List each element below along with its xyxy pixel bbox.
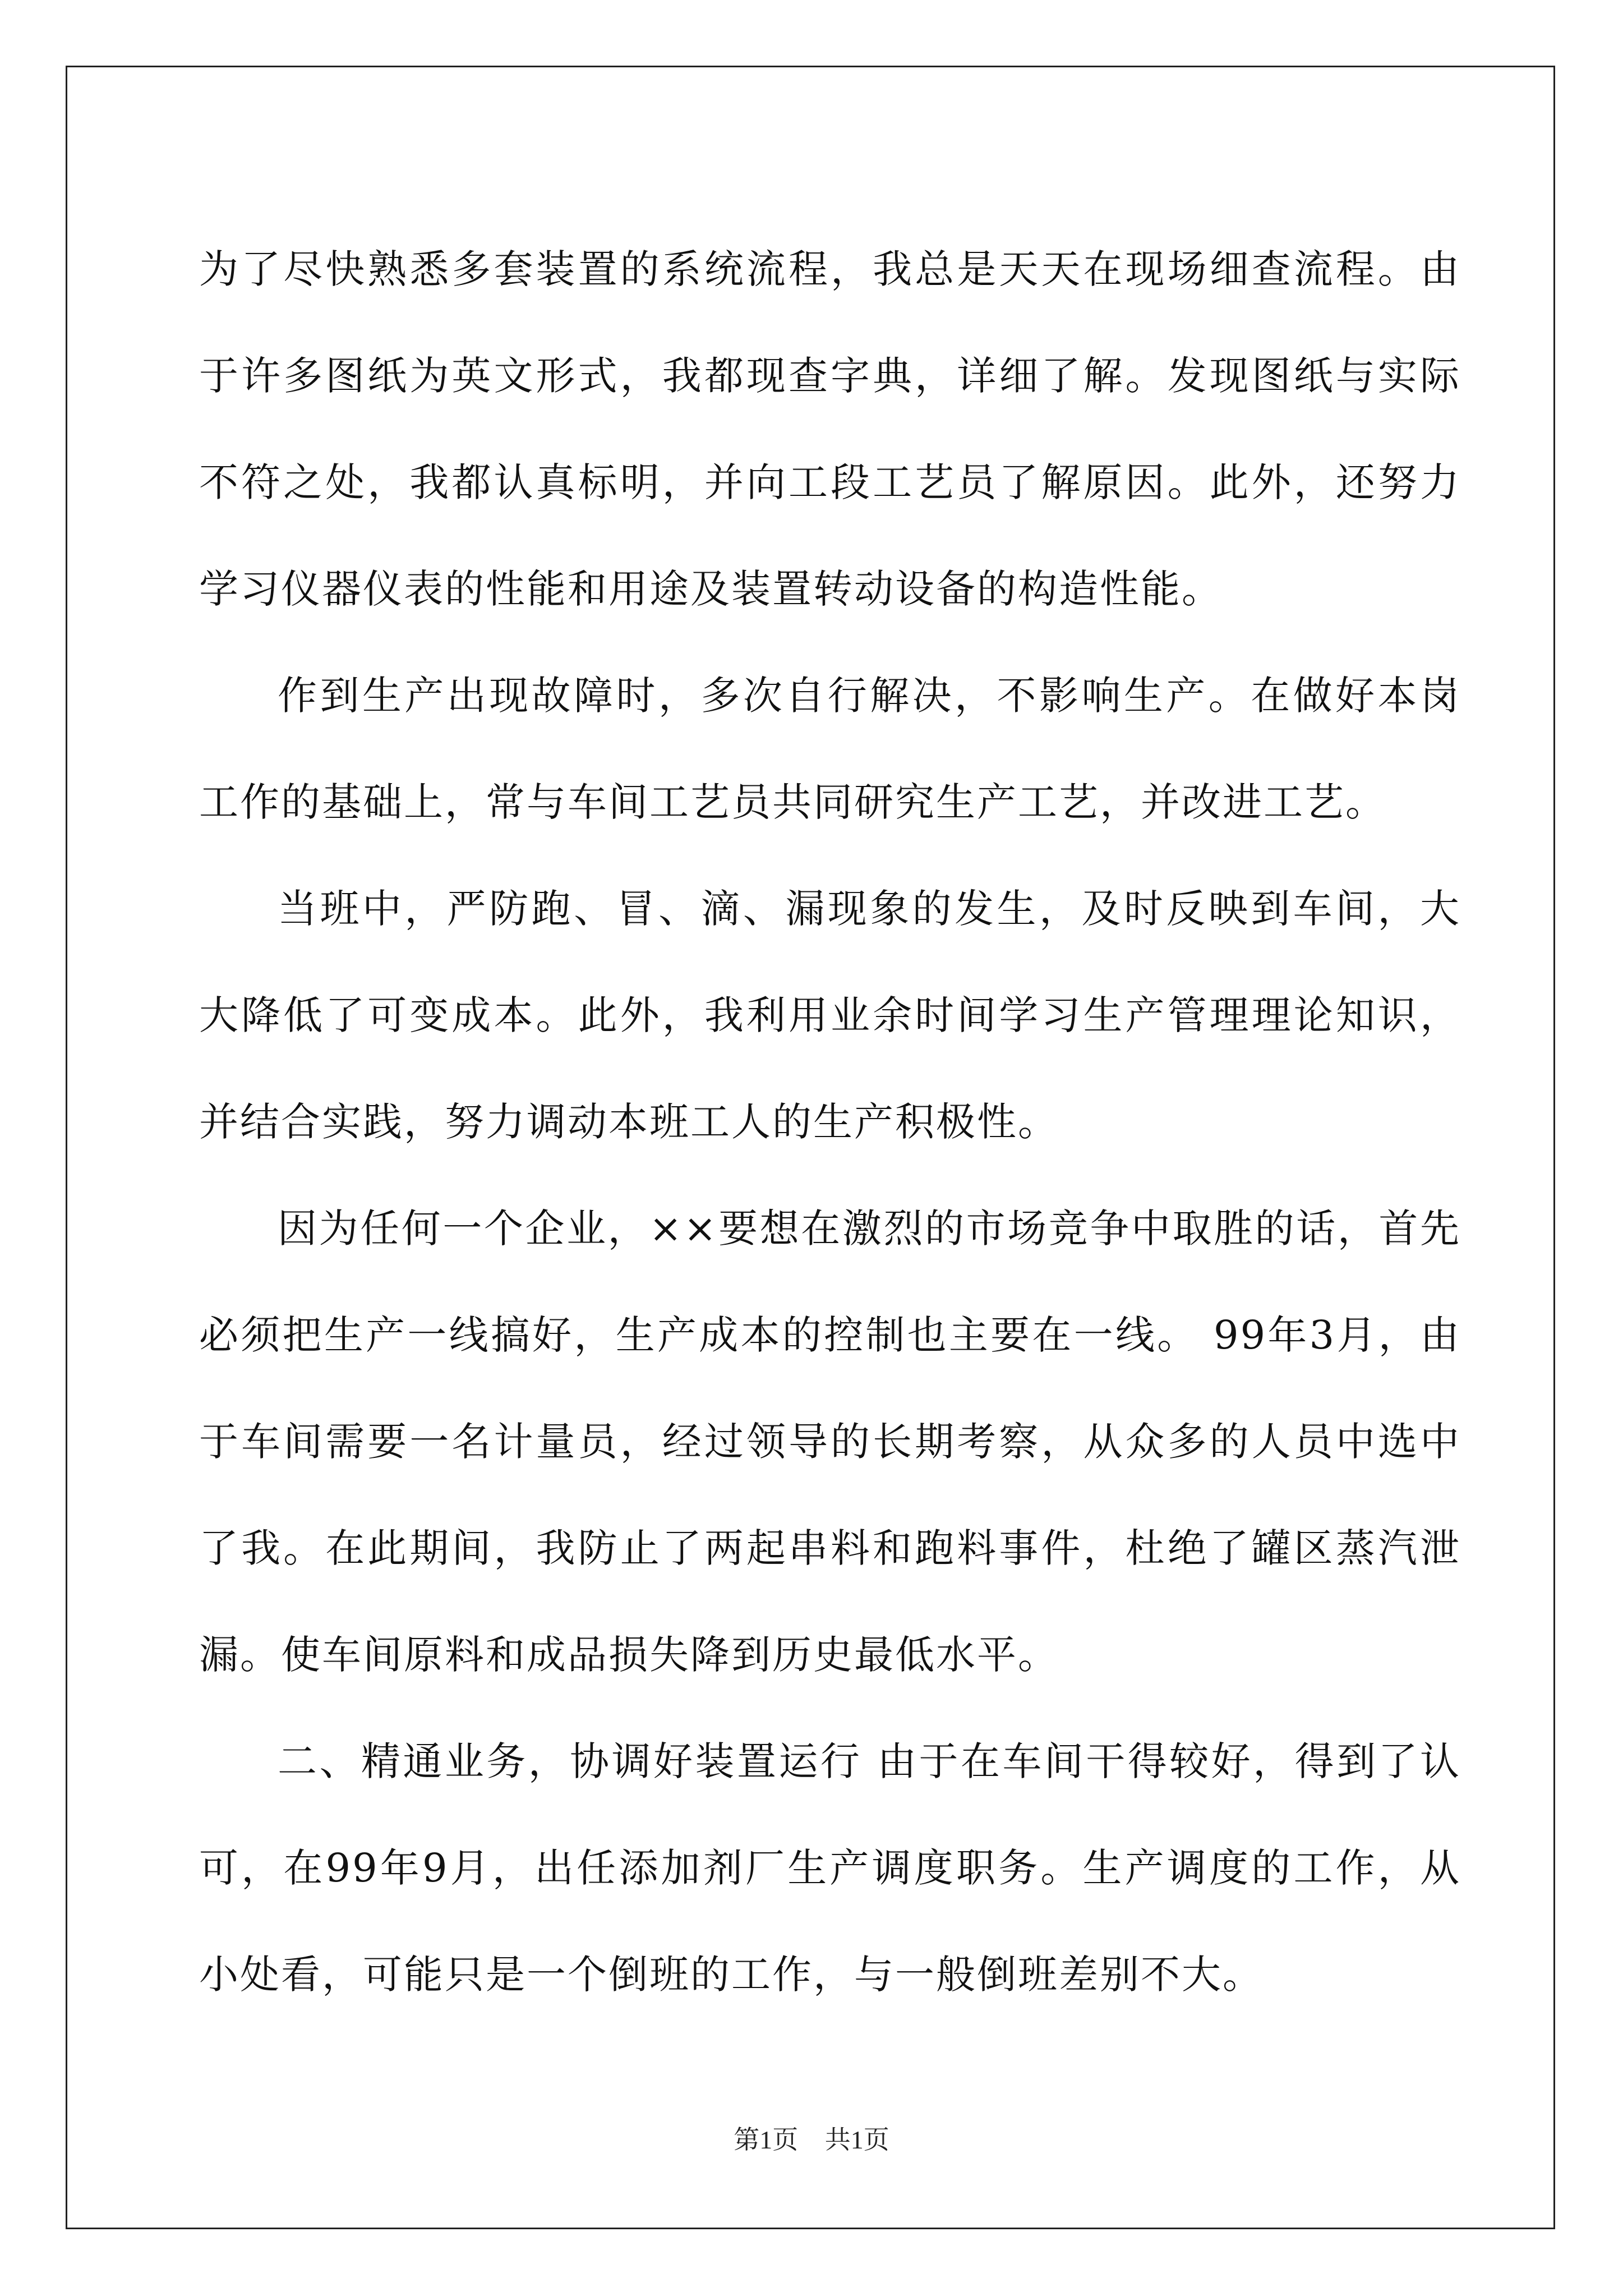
paragraph: 作到生产出现故障时，多次自行解决，不影响生产。在做好本岗工作的基础上，常与车间工艺员共同研究生产工艺，并改进工艺。	[199, 673, 1461, 825]
document-body	[199, 216, 1461, 2028]
paragraph: 因为任何一个企业，××要想在激烈的市场竞争中取胜的话，首先必须把生产一线搞好，生产成本的控制也主要在一线。 99年3月，由于车间需要一名计量员，经过领导的长期考察，从众多的人员中选中了我。在此期间，我防止了两起串料和跑料事件，杜绝了罐区蒸汽泄漏。使车间原料和成品损失降到历史最低水平。	[199, 1205, 1461, 1678]
paragraph: 二、精通业务，协调好装置运行 由于在车间干得较好，得到了认可，在99年9月，出任添加剂厂生产调度职务。生产调度的工作，从小处看，可能只是一个倒班的工作，与一般倒班差别不大。	[199, 1738, 1461, 1998]
page-total: 共1页	[824, 2125, 889, 2154]
paragraph: 当班中，严防跑、冒、滴、漏现象的发生，及时反映到车间，大大降低了可变成本。此外，我利用业余时间学习生产管理理论知识，并结合实践，努力调动本班工人的生产积极性。	[199, 886, 1461, 1145]
paragraph: 为了尽快熟悉多套装置的系统流程，我总是天天在现场细查流程。由于许多图纸为英文形式，我都现查字典，详细了解。发现图纸与实际不符之处，我都认真标明，并向工段工艺员了解原因。此外，还努力学习仪器仪表的性能和用途及装置转动设备的构造性能。	[199, 246, 1461, 612]
page-footer	[0, 2123, 1623, 2157]
page-number: 第1页	[734, 2125, 799, 2154]
